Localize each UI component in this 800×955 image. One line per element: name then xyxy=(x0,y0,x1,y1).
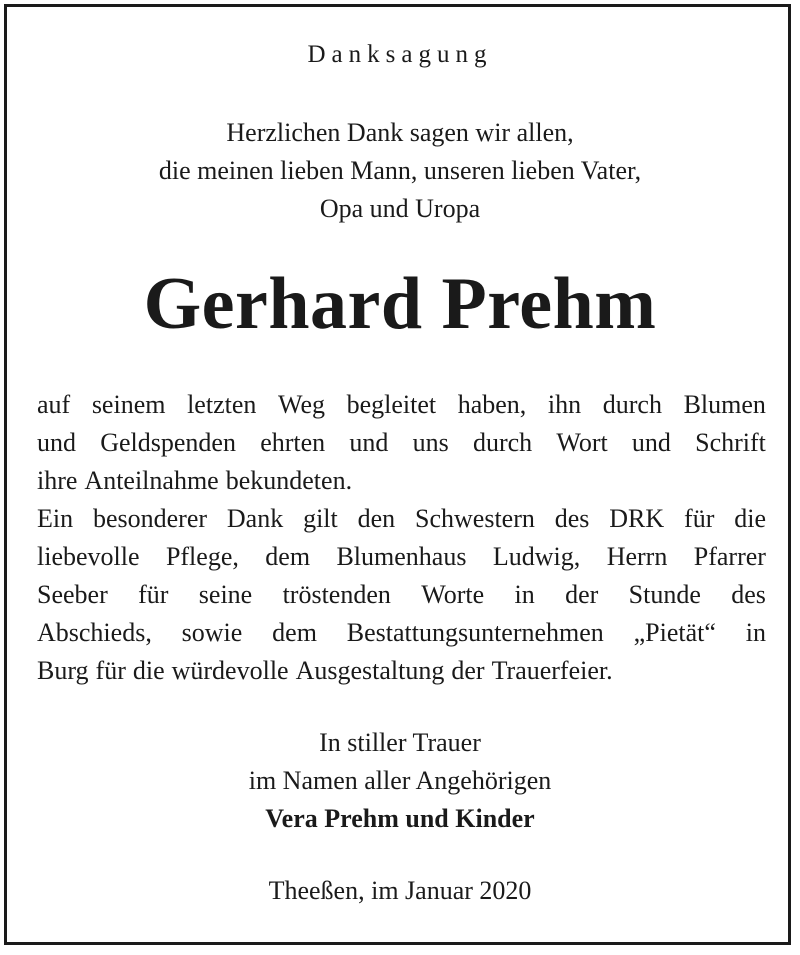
body-word: Abschieds, xyxy=(37,618,152,647)
intro-text xyxy=(0,114,800,228)
body-paragraph xyxy=(37,386,766,690)
closing-line: In stiller Trauer xyxy=(319,728,481,757)
body-word: der xyxy=(451,656,485,685)
body-word: die xyxy=(132,656,165,685)
body-word: würdevolle xyxy=(171,656,289,685)
body-word: durch xyxy=(602,390,662,419)
body-word: bekundeten. xyxy=(225,466,353,495)
body-word: Ein xyxy=(37,504,74,533)
body-word: den xyxy=(357,504,396,533)
closing-block xyxy=(0,724,800,838)
body-word: Ludwig, xyxy=(492,542,581,571)
body-word: Schrift xyxy=(695,428,766,457)
body-word: liebevolle xyxy=(37,542,140,571)
body-word: „Pietät“ xyxy=(633,618,716,647)
body-word: Blumen xyxy=(683,390,766,419)
body-word: ehrten xyxy=(260,428,326,457)
body-word: dem xyxy=(272,618,317,647)
body-line xyxy=(37,538,766,576)
body-word: Weg xyxy=(277,390,325,419)
body-word: für xyxy=(684,504,715,533)
body-word: Pfarrer xyxy=(693,542,766,571)
body-word: uns xyxy=(412,428,449,457)
body-word: haben, xyxy=(457,390,527,419)
body-word: des xyxy=(554,504,590,533)
body-word: Pflege, xyxy=(165,542,239,571)
body-word: auf xyxy=(37,390,71,419)
body-word: Wort xyxy=(556,428,608,457)
body-word: Trauerfeier. xyxy=(491,656,613,685)
body-word: die xyxy=(734,504,766,533)
intro-line: Opa und Uropa xyxy=(319,194,481,223)
body-line xyxy=(37,614,766,652)
deceased-name: Gerhard Prehm xyxy=(143,263,657,345)
body-line xyxy=(37,424,766,462)
intro-line: die meinen lieben Mann, unseren lieben Vater, xyxy=(158,156,642,185)
body-word: Seeber xyxy=(37,580,108,609)
body-word: begleitet xyxy=(346,390,437,419)
body-line xyxy=(37,576,766,614)
body-word: ihre xyxy=(37,466,78,495)
body-word: Stunde xyxy=(628,580,701,609)
body-line xyxy=(37,500,766,538)
body-word: Worte xyxy=(421,580,485,609)
place-date: Theeßen, im Januar 2020 xyxy=(268,876,532,905)
notice-heading: Danksagung xyxy=(307,41,493,68)
body-word: Bestattungsunternehmen xyxy=(346,618,604,647)
body-word: Ausgestaltung xyxy=(295,656,445,685)
body-word: dem xyxy=(265,542,311,571)
body-word: ihn xyxy=(547,390,582,419)
body-word: in xyxy=(514,580,535,609)
body-word: Herrn xyxy=(606,542,668,571)
body-word: Schwestern xyxy=(415,504,535,533)
body-word: für xyxy=(138,580,169,609)
intro-line: Herzlichen Dank sagen wir allen, xyxy=(226,118,574,147)
signer-name: Vera Prehm und Kinder xyxy=(265,804,535,833)
body-word: letzten xyxy=(187,390,257,419)
body-word: der xyxy=(565,580,599,609)
body-word: durch xyxy=(472,428,533,457)
body-word: sowie xyxy=(181,618,243,647)
body-word: seine xyxy=(198,580,253,609)
body-word: für xyxy=(95,656,126,685)
body-word: Burg xyxy=(37,656,89,685)
body-word: Blumenhaus xyxy=(336,542,467,571)
body-line xyxy=(37,652,766,690)
body-word: Dank xyxy=(226,504,284,533)
body-word: Geldspenden xyxy=(100,428,236,457)
body-word: tröstenden xyxy=(282,580,391,609)
body-word: DRK xyxy=(609,504,665,533)
body-line xyxy=(37,386,766,424)
body-word: seinem xyxy=(91,390,166,419)
closing-line: im Namen aller Angehörigen xyxy=(248,766,552,795)
body-word: besonderer xyxy=(92,504,208,533)
body-word: Anteilnahme xyxy=(84,466,219,495)
body-word: und xyxy=(37,428,76,457)
body-word: und xyxy=(631,428,671,457)
body-word: des xyxy=(731,580,766,609)
body-word: in xyxy=(745,618,766,647)
body-line xyxy=(37,462,766,500)
body-word: und xyxy=(349,428,389,457)
body-word: gilt xyxy=(303,504,338,533)
